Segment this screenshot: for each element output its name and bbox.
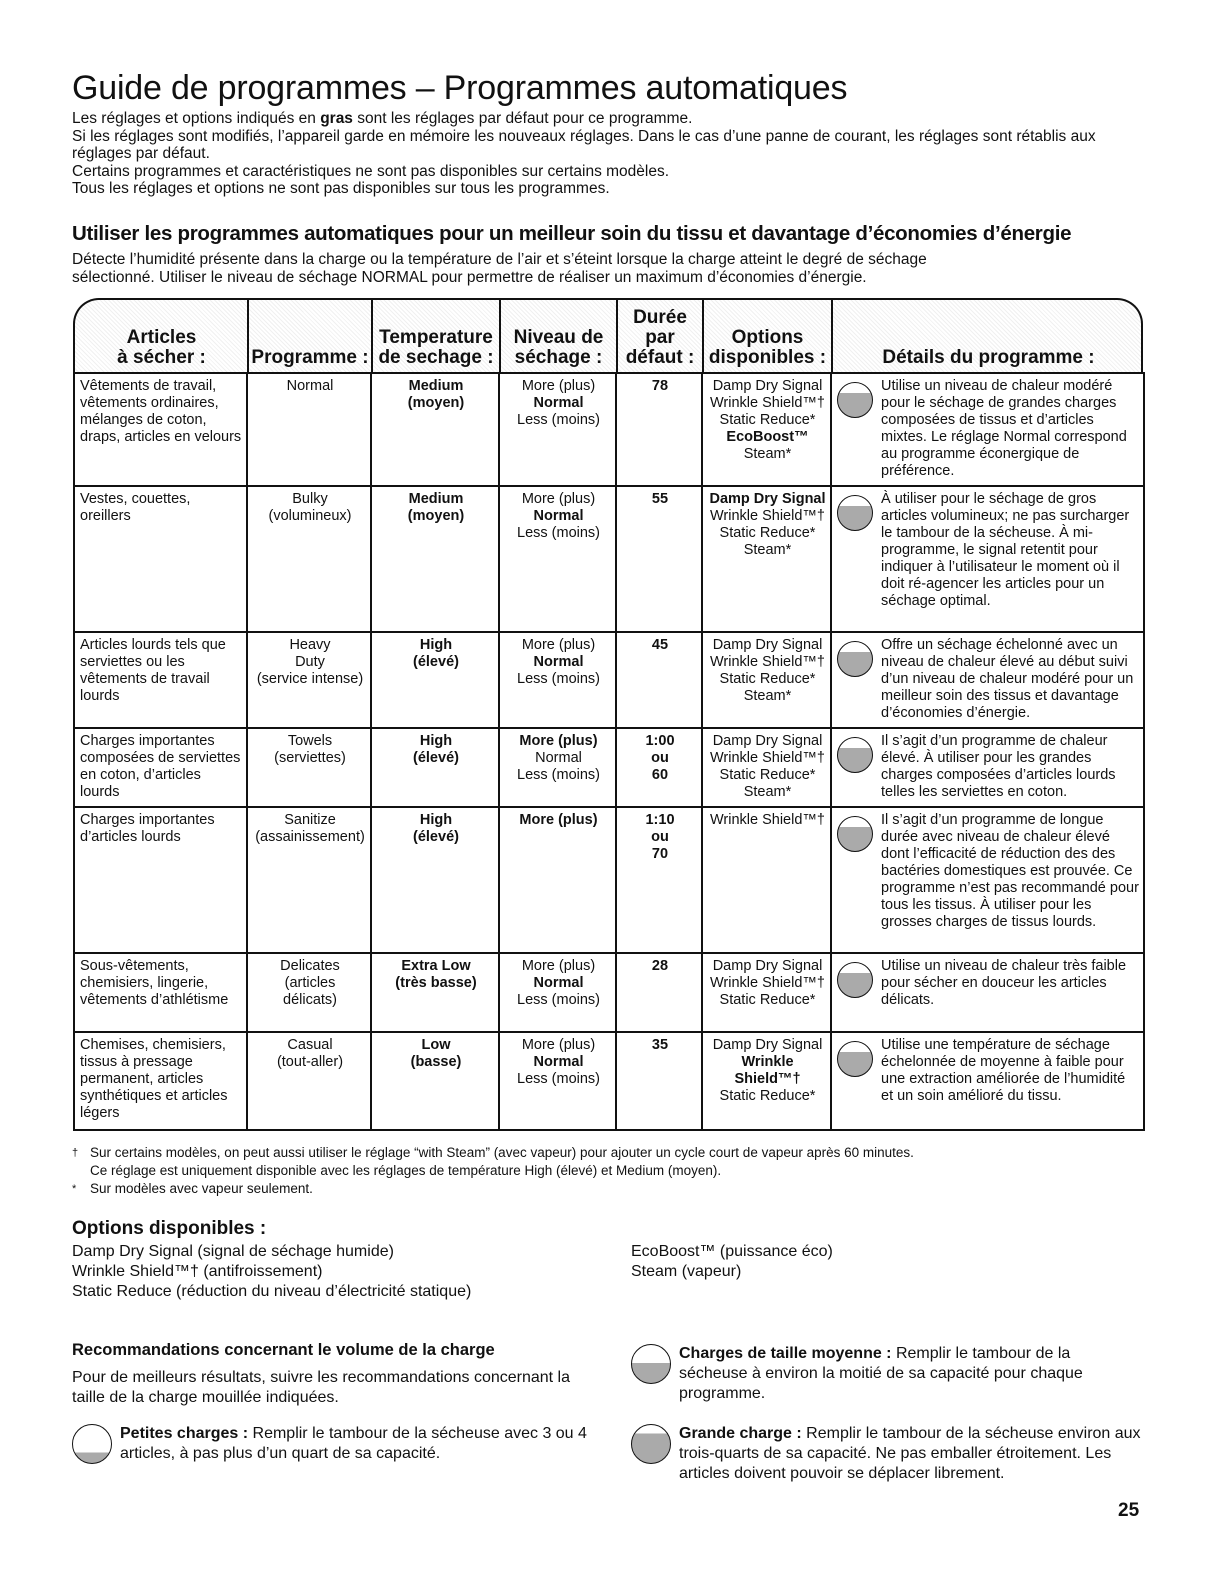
half-load-icon (837, 962, 873, 998)
cell-niveau: More (plus) Normal Less (moins) (499, 373, 616, 486)
section-line: Détecte l’humidité présente dans la charge ou la température de l’air et s’éteint lorsque la charge atteint le degré de séchage (72, 251, 927, 268)
option-item: Steam (vapeur) (631, 1263, 742, 1280)
cell-articles: Vestes, couettes, oreillers (74, 486, 247, 632)
cell-niveau: More (plus) Normal Less (moins) (499, 1032, 616, 1130)
table-header (73, 298, 1143, 372)
cell-details: À utiliser pour le séchage de gros articles volumineux; ne pas surcharger le tambour de la sécheuse. À mi-programme, le signal retentit pour indiquer à l’utilisateur le moment où il doit ré-agencer les articles pour un séchage optimal. (831, 486, 1144, 632)
programme-table (73, 298, 1143, 1131)
cell-articles: Sous-vêtements, chemisiers, lingerie, vêtements d’athlétisme (74, 953, 247, 1032)
cell-programme: Bulky (volumineux) (247, 486, 371, 632)
large-load: Grande charge : Remplir le tambour de la sécheuse environ aux trois-quarts de sa capacité. Ne pas emballer étroitement. Les articles doivent pouvoir se déplacer librement. (631, 1424, 1141, 1484)
header-options: Options disponibles : (708, 327, 827, 368)
cell-details: Utilise un niveau de chaleur très faible pour sécher en douceur les articles délicats. (831, 953, 1144, 1032)
table-row (74, 373, 1144, 486)
options-list-left (72, 1242, 471, 1302)
cell-programme: Casual (tout-aller) (247, 1032, 371, 1130)
cell-niveau: More (plus) Normal Less (moins) (499, 486, 616, 632)
cell-options: Damp Dry Signal Wrinkle Shield™† Static Reduce* (702, 953, 831, 1032)
cell-temperature: High (élevé) (371, 807, 499, 953)
half-load-icon (837, 495, 873, 531)
section-line: sélectionné. Utiliser le niveau de séchage NORMAL pour permettre de réaliser un maximum d’économies d’énergie. (72, 269, 867, 286)
cell-details: Il s’agit d’un programme de longue durée avec niveau de chaleur élevé dont l’efficacité de réduction des des bactéries domestiques est prouvée. Ce programme n’est pas recommandé pour tous les tissus. À utiliser pour les grosses charges de tissus lourds. (831, 807, 1144, 953)
page-number: 25 (1118, 1500, 1140, 1521)
footnote-dagger: † Sur certains modèles, on peut aussi utiliser le réglage “with Steam” (avec vapeur) pour ajouter un cycle court de vapeur après 60 minutes. (72, 1145, 914, 1160)
intro-line: Certains programmes et caractéristiques ne sont pas disponibles sur certains modèles. (72, 162, 670, 180)
options-list-right (631, 1242, 833, 1282)
header-niveau: Niveau de séchage : (513, 327, 604, 368)
header-duree: Durée par défaut : (625, 307, 695, 368)
cell-niveau: More (plus) (499, 807, 616, 953)
cell-temperature: High (élevé) (371, 632, 499, 728)
cell-articles: Vêtements de travail, vêtements ordinaires, mélanges de coton, draps, articles en velours (74, 373, 247, 486)
cell-articles: Charges importantes composées de serviettes en coton, d’articles lourds (74, 728, 247, 807)
half-load-icon (837, 816, 873, 852)
half-load-icon (837, 382, 873, 418)
cell-duree: 28 (616, 953, 702, 1032)
table-row (74, 486, 1144, 632)
cell-duree: 1:00 ou 60 (616, 728, 702, 807)
cell-programme: Delicates (articles délicats) (247, 953, 371, 1032)
footnote-dagger-cont: Ce réglage est uniquement disponible avec les réglages de température High (élevé) et Medium (moyen). (90, 1163, 722, 1178)
option-item: EcoBoost™ (puissance éco) (631, 1243, 833, 1260)
section-text (72, 251, 1152, 287)
table-row (74, 807, 1144, 953)
header-temperature: Temperature de sechage : (378, 327, 494, 368)
cell-options: Damp Dry Signal Wrinkle Shield™† Static Reduce* Steam* (702, 632, 831, 728)
header-articles: Articles à sécher : (117, 327, 206, 368)
cell-details: Utilise une température de séchage échelonnée de moyenne à faible pour une extraction améliorée de l’humidité et un soin amélioré du tissu. (831, 1032, 1144, 1130)
table-row (74, 1032, 1144, 1130)
cell-programme: Normal (247, 373, 371, 486)
medium-load: Charges de taille moyenne : Remplir le tambour de la sécheuse à environ la moitié de sa capacité pour chaque programme. (631, 1344, 1141, 1404)
half-load-icon (837, 1041, 873, 1077)
programme-table-body (73, 372, 1145, 1131)
half-load-icon (837, 737, 873, 773)
option-item: Wrinkle Shield™† (antifroissement) (72, 1263, 323, 1280)
cell-duree: 35 (616, 1032, 702, 1130)
cell-duree: 78 (616, 373, 702, 486)
cell-options: Wrinkle Shield™† (702, 807, 831, 953)
intro-line: Les réglages et options indiqués en gras sont les réglages par défaut pour ce programme. (72, 110, 693, 127)
quarter-load-icon (72, 1424, 112, 1464)
cell-duree: 45 (616, 632, 702, 728)
recommendations-title: Recommandations concernant le volume de la charge (72, 1341, 495, 1359)
option-item: Damp Dry Signal (signal de séchage humide) (72, 1243, 394, 1260)
cell-niveau: More (plus) Normal Less (moins) (499, 728, 616, 807)
table-row (74, 632, 1144, 728)
intro-line: Si les réglages sont modifiés, l’appareil garde en mémoire les nouveaux réglages. Dans le cas d’une panne de courant, les réglages sont rétablis aux réglages par défaut. (72, 127, 1096, 162)
cell-programme: Sanitize (assainissement) (247, 807, 371, 953)
cell-details: Offre un séchage échelonné avec un niveau de chaleur élevé au début suivi d’un niveau de chaleur modéré pour un meilleur soin des tissus et davantage d’économies d’énergie. (831, 632, 1144, 728)
cell-options: Damp Dry Signal Wrinkle Shield™† Static Reduce* (702, 1032, 831, 1130)
cell-options: Damp Dry Signal Wrinkle Shield™† Static Reduce* Steam* (702, 728, 831, 807)
half-load-icon (837, 641, 873, 677)
cell-programme: Towels (serviettes) (247, 728, 371, 807)
half-load-icon (631, 1344, 671, 1384)
cell-options: Damp Dry Signal Wrinkle Shield™† Static Reduce* EcoBoost™ Steam* (702, 373, 831, 486)
footnotes (72, 1144, 1152, 1198)
cell-duree: 55 (616, 486, 702, 632)
recommendations-text: Pour de meilleurs résultats, suivre les recommandations concernant la taille de la charge mouillée indiquées. (72, 1369, 571, 1406)
full-load-icon (631, 1424, 671, 1464)
cell-duree: 1:10 ou 70 (616, 807, 702, 953)
intro-line: Tous les réglages et options ne sont pas disponibles sur tous les programmes. (72, 180, 610, 197)
cell-articles: Charges importantes d’articles lourds (74, 807, 247, 953)
cell-articles: Articles lourds tels que serviettes ou les vêtements de travail lourds (74, 632, 247, 728)
cell-articles: Chemises, chemisiers, tissus à pressage permanent, articles synthétiques et articles légers (74, 1032, 247, 1130)
header-programme: Programme : (251, 347, 369, 368)
cell-niveau: More (plus) Normal Less (moins) (499, 632, 616, 728)
cell-options: Damp Dry Signal Wrinkle Shield™† Static Reduce* Steam* (702, 486, 831, 632)
option-item: Static Reduce (réduction du niveau d’électricité statique) (72, 1283, 472, 1300)
footnote-star: * Sur modèles avec vapeur seulement. (72, 1181, 313, 1196)
page-title: Guide de programmes – Programmes automatiques (72, 69, 848, 107)
cell-temperature: Low (basse) (371, 1032, 499, 1130)
table-row (74, 728, 1144, 807)
cell-details: Utilise un niveau de chaleur modéré pour le séchage de grandes charges composées de tissus et d’articles mixtes. Le réglage Normal correspond au programme éconergique de préférence. (831, 373, 1144, 486)
cell-programme: Heavy Duty (service intense) (247, 632, 371, 728)
section-title: Utiliser les programmes automatiques pour un meilleur soin du tissu et davantage d’économies d’énergie (72, 222, 1072, 245)
cell-temperature: Medium (moyen) (371, 486, 499, 632)
cell-temperature: Medium (moyen) (371, 373, 499, 486)
cell-temperature: Extra Low (très basse) (371, 953, 499, 1032)
small-load: Petites charges : Remplir le tambour de la sécheuse avec 3 ou 4 articles, à pas plus d’un quart de sa capacité. (72, 1424, 592, 1464)
intro-text (72, 110, 1152, 198)
options-title: Options disponibles : (72, 1218, 267, 1239)
table-row (74, 953, 1144, 1032)
cell-niveau: More (plus) Normal Less (moins) (499, 953, 616, 1032)
header-details: Détails du programme : (882, 347, 1095, 368)
cell-details: Il s’agit d’un programme de chaleur élevé. À utiliser pour les grandes charges composées d’articles lourds telles les serviettes en coton. (831, 728, 1144, 807)
cell-temperature: High (élevé) (371, 728, 499, 807)
